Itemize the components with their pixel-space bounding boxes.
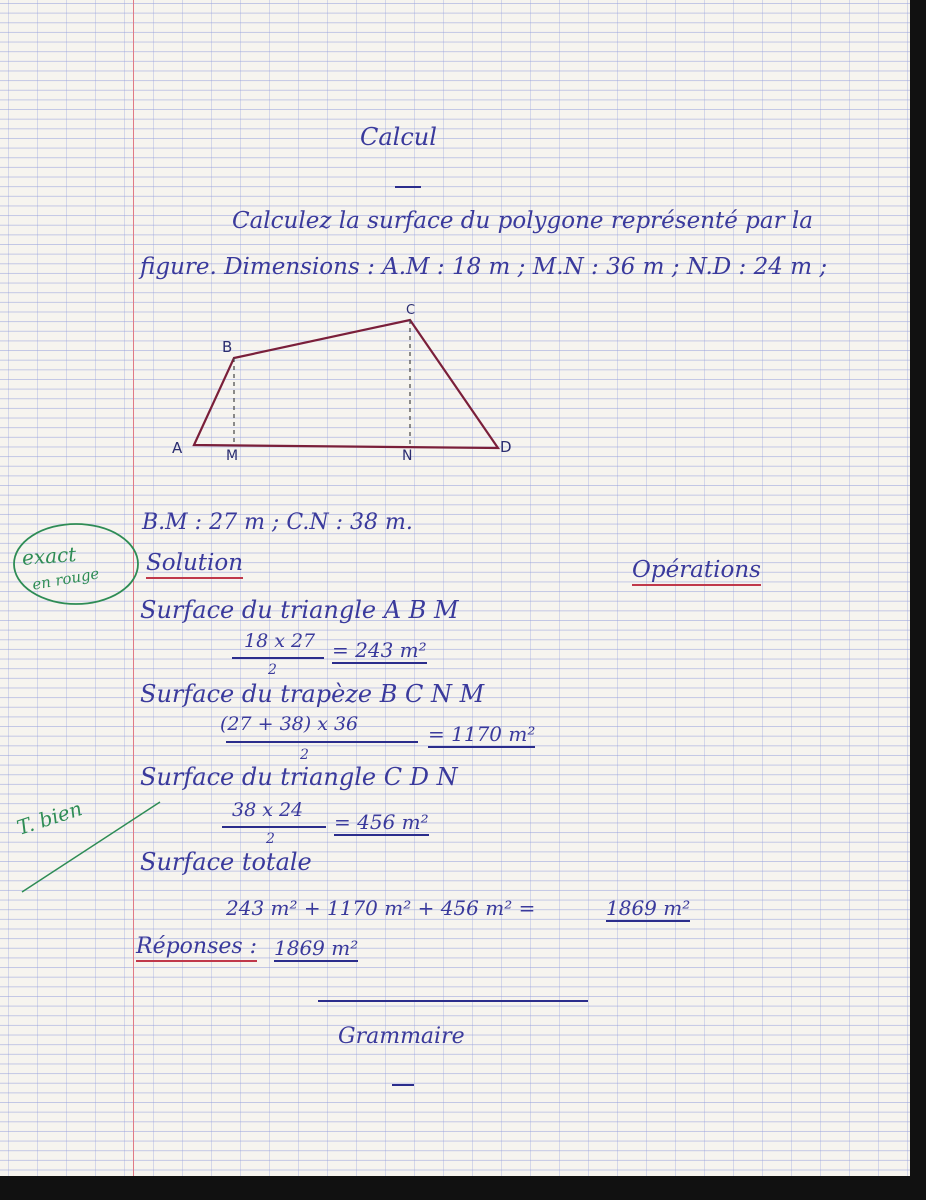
step1-label: Surface du triangle A B M	[140, 596, 459, 624]
margin-note-exact: exact	[21, 542, 78, 570]
total-result: 1869 m²	[606, 896, 691, 920]
answer-label: Réponses :	[136, 936, 257, 962]
next-section-title: Grammaire	[338, 1024, 465, 1049]
step1-numerator: 18 x 27	[244, 630, 316, 652]
step2-label: Surface du trapèze B C N M	[140, 680, 485, 708]
step2-numerator: (27 + 38) x 36	[220, 713, 359, 735]
next-title-dash	[392, 1084, 414, 1086]
step1-denominator: 2	[268, 662, 277, 678]
step3-numerator: 38 x 24	[232, 799, 304, 821]
title-dash	[395, 186, 421, 188]
operations-heading: Opérations	[632, 559, 761, 586]
step3-result: = 456 m²	[334, 810, 429, 834]
step1-result: = 243 m²	[332, 638, 427, 662]
margin-note-red: en rouge	[30, 564, 101, 594]
step3-label: Surface du triangle C D N	[140, 763, 458, 791]
page-title: Calcul	[360, 123, 437, 151]
section-separator	[318, 1000, 588, 1002]
solution-heading: Solution	[146, 552, 243, 579]
answer-value: 1869 m²	[274, 936, 359, 960]
prompt-line-2: figure. Dimensions : A.M : 18 m ; M.N : 36 m ; N.D : 24 m ;	[140, 254, 828, 280]
label-c: C	[406, 303, 416, 318]
total-label: Surface totale	[140, 848, 312, 876]
total-sum: 243 m² + 1170 m² + 456 m² =	[226, 896, 536, 920]
margin-note-grade: T. bien	[13, 796, 86, 840]
step2-denominator: 2	[300, 747, 309, 763]
polygon-figure	[160, 300, 520, 470]
label-m: M	[226, 448, 239, 464]
polygon-outline	[194, 320, 498, 448]
step3-denominator: 2	[266, 831, 275, 847]
prompt-line-1: Calculez la surface du polygone représenté par la	[232, 208, 813, 234]
label-d: D	[500, 438, 512, 456]
step2-result: = 1170 m²	[428, 722, 536, 746]
label-a: A	[172, 439, 183, 457]
step1-fraction-bar	[232, 657, 324, 659]
label-n: N	[402, 448, 413, 464]
given-dimensions: B.M : 27 m ; C.N : 38 m.	[142, 510, 413, 535]
step3-fraction-bar	[222, 826, 326, 828]
step2-fraction-bar	[226, 741, 418, 743]
label-b: B	[222, 338, 233, 356]
